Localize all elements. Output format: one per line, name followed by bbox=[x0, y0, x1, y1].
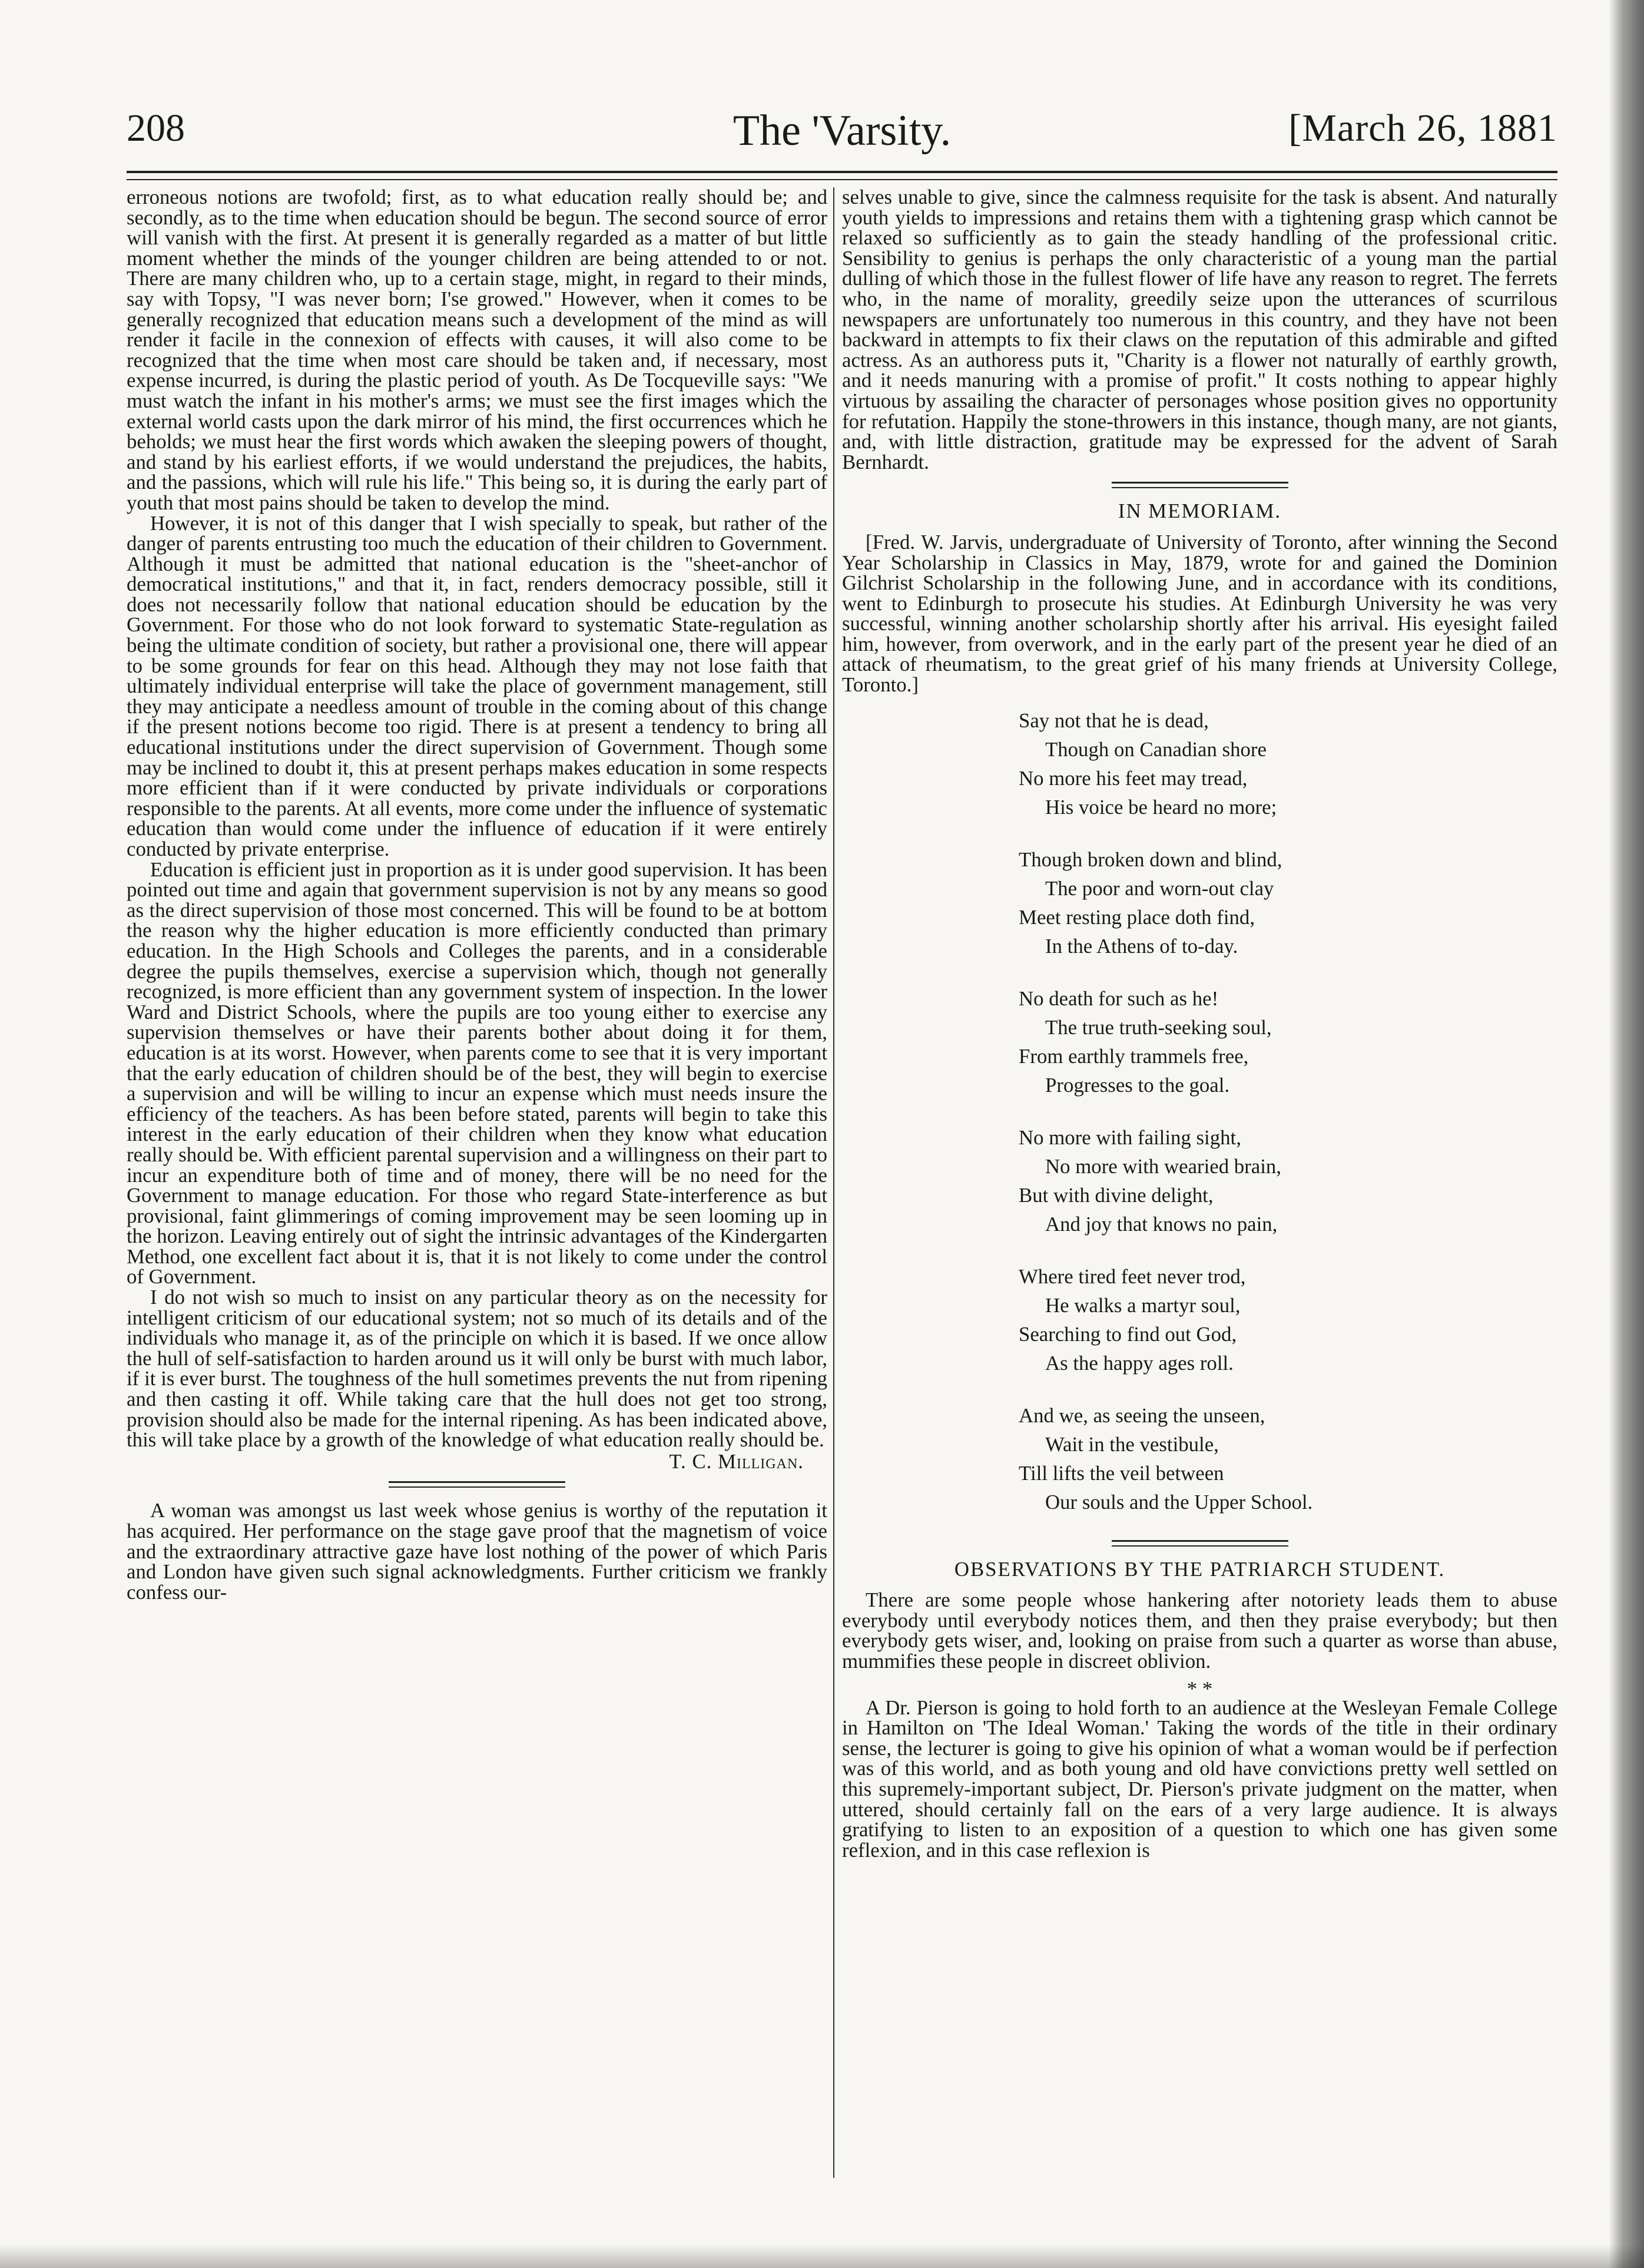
poem-line: No more with failing sight, bbox=[1019, 1125, 1241, 1149]
asterism: * * bbox=[1186, 1677, 1213, 1700]
poem-stanza bbox=[1019, 706, 1557, 822]
page-header bbox=[127, 100, 1557, 165]
poem-line: No more with wearied brain, bbox=[1045, 1154, 1281, 1178]
poem-line: Till lifts the veil between bbox=[1019, 1461, 1224, 1485]
paragraph: However, it is not of this danger that I wish specially to speak, but rather of the danger of parents entrusting too much the education of their children to Government. Although it must be admitted that national education is the "sheet-anchor of democratical institutions," and that it, in fact, renders democracy possible, still it does not necessarily follow that national education should be education by the Government. For those who do not look forward to systematic State-regulation as being the ultimate condition of society, but rather a provisional one, there will appear to be some grounds for fear on this head. Although they may not lose faith that ultimately individual enterprise will take the place of government management, still they may anticipate a needless amount of trouble in the coming about of this change if the present notions become too rigid. There is at present a tendency to bring all educational institutions under the direct supervision of Government. Though some may be inclined to doubt it, this at present perhaps makes education in some respects more efficient than if it were conducted by private individuals or corporations responsible to the parents. At all events, more come under the influence of systematic education than would come under the influence of education if it were entirely conducted by private enterprise. bbox=[127, 511, 827, 860]
poem-line: His voice be heard no more; bbox=[1045, 795, 1277, 819]
poem-line: The poor and worn-out clay bbox=[1045, 876, 1274, 900]
poem-line: Wait in the vestibule, bbox=[1045, 1432, 1219, 1456]
poem-line: The true truth-seeking soul, bbox=[1045, 1015, 1272, 1039]
section-rule bbox=[1112, 1540, 1288, 1547]
paragraph: selves unable to give, since the calmness requisite for the task is absent. And naturally youth yields to impressions and retains them with a tightening grasp which cannot be relaxed so sufficiently as to gain the steady handling of the professional critic. Sensibility to genius is perhaps the only characteristic of a young man the partial dulling of which those in the fullest flower of life have any reason to regret. The ferrets who, in the name of morality, greedily seize upon the utterances of scurrilous newspapers are unfortunately too numerous in this country, and they have not been backward in attempts to fix their claws on the reputation of this admirable and gifted actress. As an authoress puts it, "Charity is a flower not naturally of earthly growth, and it needs manuring with a promise of profit." It costs nothing to appear highly virtuous by assailing the character of personages whose position gives no opportunity for refutation. Happily the stone-throwers in this instance, though many, are not giants, and, with little distraction, gratitude may be expressed for the advent of Sarah Bernhardt. bbox=[842, 186, 1557, 474]
poem-stanza bbox=[1019, 984, 1557, 1100]
paragraph: There are some people whose hankering after notoriety leads them to abuse everybody until everybody notices them, and then they praise everybody; but then everybody gets wiser, and, looking on praise from such a quarter as worse than abuse, mummifies these people in discreet oblivion. bbox=[842, 1588, 1557, 1673]
poem-stanza bbox=[1019, 1401, 1557, 1517]
column-divider bbox=[833, 187, 834, 2178]
poem-line: And joy that knows no pain, bbox=[1045, 1212, 1278, 1236]
paragraph: erroneous notions are twofold; first, as to what education really should be; and secondly, as to the time when education should be begun. The second source of error will vanish with the first. At present it is generally regarded as a matter of but little moment whether the minds of the younger children are being attended to or not. There are many children who, up to a certain stage, might, in regard to their minds, say with Topsy, "I was never born; I'se growed." However, when it comes to be generally recognized that education means such a development of the mind as will render it facile in the connexion of effects with causes, it will also come to be recognized that the time when most care should be taken and, if necessary, most expense incurred, is during the plastic period of youth. As De Tocqueville says: "We must watch the infant in his mother's arms; we must see the first images which the external world casts upon the dark mirror of his mind, the first occurrences which he beholds; we must hear the first words which awaken the sleeping powers of thought, and stand by his earliest efforts, if we would understand the prejudices, the habits, and the passions, which will rule his life." This being so, it is during the early part of youth that most pains should be taken to develop the mind. bbox=[127, 186, 827, 514]
poem-stanza bbox=[1019, 845, 1557, 961]
page-number: 208 bbox=[127, 107, 185, 150]
paragraph: I do not wish so much to insist on any particular theory as on the necessity for intelligent criticism of our educational system; not so much of its details and of the individuals who manage it, as of the principle on which it is based. If we once allow the hull of self-satisfaction to harden around us it will only be burst with much labor, if it is ever burst. The toughness of the hull sometimes prevents the nut from ripening and then casting it off. While taking care that the hull does not get too strong, provision should also be made for the internal ripening. As has been indicated above, this will take place by a growth of the knowledge of what education really should be. bbox=[127, 1286, 827, 1452]
poem-stanza bbox=[1019, 1262, 1557, 1378]
poem-line: In the Athens of to-day. bbox=[1045, 934, 1238, 958]
observations-heading: OBSERVATIONS BY THE PATRIARCH STUDENT. bbox=[954, 1557, 1446, 1581]
poem-line: From earthly trammels free, bbox=[1019, 1044, 1249, 1068]
poem-line: As the happy ages roll. bbox=[1045, 1351, 1234, 1375]
poem-stanza bbox=[1019, 1123, 1557, 1239]
poem-line: No death for such as he! bbox=[1019, 986, 1219, 1010]
poem-line: No more his feet may tread, bbox=[1019, 766, 1248, 790]
scan-bottom-shadow bbox=[0, 2244, 1644, 2268]
memoriam-heading: IN MEMORIAM. bbox=[1118, 499, 1282, 523]
author-signature: T. C. Milligan. bbox=[669, 1449, 804, 1473]
issue-date: [March 26, 1881 bbox=[1288, 107, 1557, 150]
poem-line: Searching to find out God, bbox=[1019, 1322, 1237, 1346]
poem-line: Our souls and the Upper School. bbox=[1045, 1490, 1313, 1514]
poem-line: Progresses to the goal. bbox=[1045, 1073, 1230, 1097]
section-rule bbox=[389, 1481, 565, 1488]
memoriam-note: [Fred. W. Jarvis, undergraduate of University of Toronto, after winning the Second Year Scholarship in Classics in May, 1879, wrote for and gained the Dominion Gilchrist Scholarship in the following June, and in accordance with its conditions, went to Edinburgh to prosecute his studies. At Edinburgh University he was very successful, winning another scholarship shortly after his arrival. His eyesight failed him, however, from overwork, and in the early part of the present year he died of an attack of rheumatism, to the great grief of his many friends at University College, Toronto.] bbox=[842, 530, 1557, 697]
poem-line: Though on Canadian shore bbox=[1045, 737, 1267, 761]
right-column bbox=[842, 187, 1557, 1860]
poem-line: Though broken down and blind, bbox=[1019, 847, 1282, 871]
poem-line: And we, as seeing the unseen, bbox=[1019, 1403, 1265, 1427]
memorial-poem bbox=[1019, 706, 1557, 1517]
poem-line: He walks a martyr soul, bbox=[1045, 1293, 1241, 1317]
header-rule bbox=[127, 171, 1557, 180]
journal-title: The 'Varsity. bbox=[732, 107, 952, 155]
poem-line: But with divine delight, bbox=[1019, 1183, 1214, 1207]
left-column bbox=[127, 187, 827, 1603]
paragraph: Education is efficient just in proportion as it is under good supervision. It has been pointed out time and again that government supervision is not by any means so good as the direct supervision of those most concerned. This will be found to be at bottom the reason why the higher education is more efficiently conducted than primary education. In the High Schools and Colleges the parents, and in a considerable degree the pupils themselves, exercise a supervision which, though not generally recognized, is more efficient than any government system of inspection. In the lower Ward and District Schools, where the pupils are too young either to exercise any supervision themselves or have their parents bother about doing it for them, education is at its worst. However, when parents come to see that it is very important that the early education of children should be of the best, they will begin to exercise a supervision and will be willing to incur an expense which must needs insure the efficiency of the teachers. As has been before stated, parents will begin to take this interest in the early education of their children when they know what education really should be. With efficient parental supervision and a willingness on their part to incur an expenditure both of time and of money, there will be no need for the Government to manage education. For those who regard State-interference as but provisional, faint glimmerings of coming improvement may be seen looming up in the horizon. Leaving entirely out of sight the intrinsic advantages of the Kindergarten Method, one excellent fact about it is, that it is not likely to come under the control of Government. bbox=[127, 857, 827, 1289]
section-rule bbox=[1112, 482, 1288, 488]
poem-line: Say not that he is dead, bbox=[1019, 708, 1209, 732]
scan-edge-shadow bbox=[1609, 0, 1644, 2268]
poem-line: Where tired feet never trod, bbox=[1019, 1264, 1246, 1288]
poem-line: Meet resting place doth find, bbox=[1019, 905, 1255, 929]
paragraph: A woman was amongst us last week whose genius is worthy of the reputation it has acquired. Her performance on the stage gave proof that the magnetism of voice and the extraordinary attractive gaze have lost nothing of the power of which Paris and London have given such signal acknowledgments. Further criticism we frankly confess our- bbox=[127, 1499, 827, 1604]
paragraph: A Dr. Pierson is going to hold forth to an audience at the Wesleyan Female College in Hamilton on 'The Ideal Woman.' Taking the words of the title in their ordinary sense, the lecturer is going to give his opinion of what a woman would be if perfection was of this world, and as both young and old have convictions pretty well settled on this supremely-important subject, Dr. Pierson's private judgment on the matter, when uttered, should certainly fall on the ears of a very large audience. It is always gratifying to listen to an exposition of a question to which one has given some reflexion, and in this case reflexion is bbox=[842, 1696, 1557, 1862]
